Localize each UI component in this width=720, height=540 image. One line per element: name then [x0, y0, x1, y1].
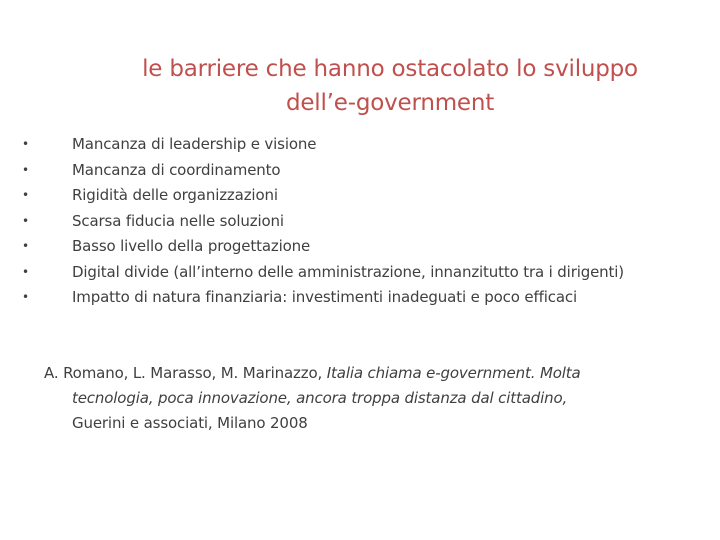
bullet-icon: • — [22, 239, 29, 253]
bullet-text: Digital divide (all’interno delle amministrazione, innanzitutto tra i dirigenti) — [72, 262, 624, 281]
bullet-icon: • — [22, 162, 29, 177]
citation-book-title-continued: tecnologia, poca innovazione, ancora troppa distanza dal cittadino, — [72, 389, 568, 407]
bullet-icon: • — [22, 264, 29, 279]
citation-authors: A. Romano, L. Marasso, M. Marinazzo, — [44, 364, 327, 382]
bibliographic-citation — [44, 361, 684, 436]
bullet-text: Basso livello della progettazione — [72, 237, 311, 255]
bullet-text: Rigidità delle organizzazioni — [72, 186, 278, 204]
bullet-text: Impatto di natura finanziaria: investimenti inadeguati e poco efficaci — [72, 288, 578, 306]
citation-book-title: Italia chiama e-government. Molta — [326, 364, 581, 382]
title-line-1: le barriere che hanno ostacolato lo sviluppo — [142, 56, 638, 82]
bullet-icon: • — [22, 290, 29, 304]
bullet-icon: • — [22, 213, 29, 228]
citation-publisher: Guerini e associati, Milano 2008 — [72, 414, 308, 432]
bullet-icon: • — [22, 188, 29, 202]
bullet-text: Mancanza di coordinamento — [72, 160, 281, 179]
citation-line-1 — [44, 361, 684, 386]
bullet-text: Mancanza di leadership e visione — [72, 135, 317, 153]
bullet-text: Scarsa fiducia nelle soluzioni — [72, 211, 284, 230]
title-line-2: dell’e-government — [285, 90, 495, 116]
slide-title — [60, 52, 720, 120]
bullet-icon: • — [22, 137, 29, 151]
